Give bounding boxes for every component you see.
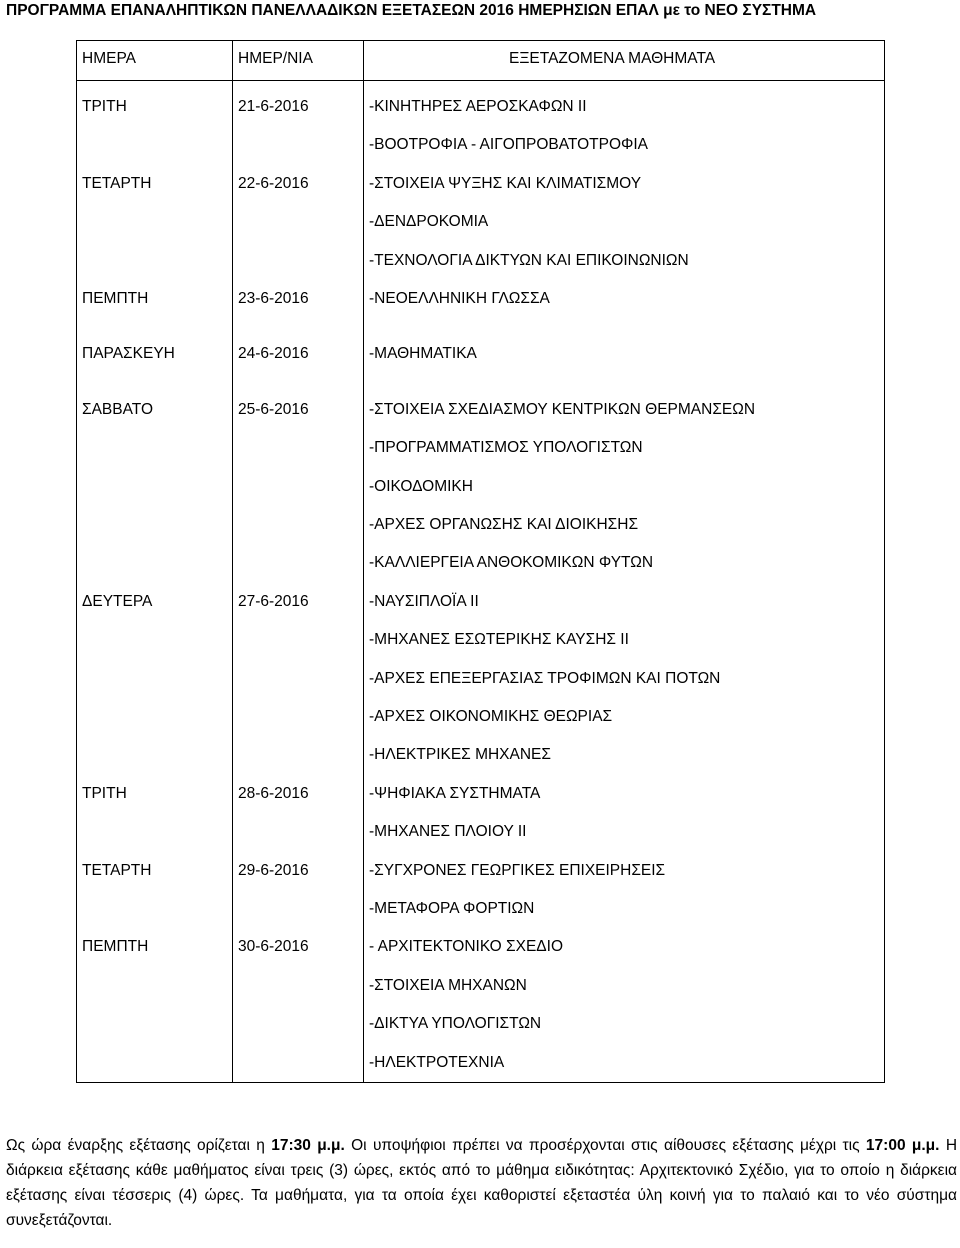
row-subject: -ΣΤΟΙΧΕΙΑ ΜΗΧΑΝΩΝ bbox=[369, 976, 527, 994]
row-day: ΤΕΤΑΡΤΗ bbox=[82, 174, 152, 192]
row-subject: -ΚΙΝΗΤΗΡΕΣ ΑΕΡΟΣΚΑΦΩΝ ΙΙ bbox=[369, 98, 587, 115]
start-time: 17:30 μ.μ. bbox=[271, 1137, 345, 1154]
row-subject: -ΟΙΚΟΔΟΜΙΚΗ bbox=[369, 477, 473, 495]
row-date: 23-6-2016 bbox=[238, 290, 309, 307]
row-day: ΠΕΜΠΤΗ bbox=[82, 290, 149, 307]
row-date: 29-6-2016 bbox=[238, 861, 309, 879]
column-divider bbox=[232, 40, 233, 1083]
column-divider bbox=[363, 40, 364, 1083]
note-text-1: Ως ώρα έναρξης εξέτασης ορίζεται η bbox=[6, 1137, 272, 1154]
page-title: ΠΡΟΓΡΑΜΜΑ ΕΠΑΝΑΛΗΠΤΙΚΩΝ ΠΑΝΕΛΛΑΔΙΚΩΝ ΕΞΕΤΑΣΕΩΝ 2016 ΗΜΕΡΗΣΙΩΝ ΕΠΑΛ με το ΝΕΟ ΣΥΣΤΗΜΑ bbox=[6, 2, 817, 19]
row-subject: -ΜΕΤΑΦΟΡΑ ΦΟΡΤΙΩΝ bbox=[369, 900, 535, 917]
row-subject: -ΜΗΧΑΝΕΣ ΕΣΩΤΕΡΙΚΗΣ ΚΑΥΣΗΣ ΙΙ bbox=[369, 631, 629, 649]
exam-notes bbox=[6, 1133, 957, 1233]
row-date: 22-6-2016 bbox=[238, 174, 309, 192]
row-subject: -ΜΑΘΗΜΑΤΙΚΑ bbox=[369, 345, 477, 363]
row-date: 28-6-2016 bbox=[238, 784, 309, 802]
row-subject: -ΨΗΦΙΑΚΑ ΣΥΣΤΗΜΑΤΑ bbox=[369, 784, 541, 802]
row-subject: -ΜΗΧΑΝΕΣ ΠΛΟΙΟΥ ΙΙ bbox=[369, 823, 527, 841]
row-subject: -ΔΕΝΔΡΟΚΟΜΙΑ bbox=[369, 213, 489, 231]
row-day: ΔΕΥΤΕΡΑ bbox=[82, 592, 153, 610]
arrival-time: 17:00 μ.μ. bbox=[865, 1137, 940, 1154]
note-text-3: Η διάρκεια εξέτασης κάθε μαθήματος είναι τρεις (3) ώρες, εκτός από το μάθημα ειδικότητας: Αρχιτεκτονικό Σχέδιο, για το οποίο η διάρκεια εξέτασης είναι τέσσερις (4) ώρες. Τα μαθήματα, για τα οποία έχει καθοριστεί εξεταστέα ύλη κοινή για το παλαιό και το νέο σύστημα συνεξετάζονται. bbox=[6, 1137, 958, 1229]
header-day: ΗΜΕΡΑ bbox=[82, 50, 136, 67]
row-subject: -ΑΡΧΕΣ ΟΡΓΑΝΩΣΗΣ ΚΑΙ ΔΙΟΙΚΗΣΗΣ bbox=[369, 516, 639, 533]
row-day: ΤΡΙΤΗ bbox=[82, 784, 127, 802]
row-subject: -ΝΑΥΣΙΠΛΟΪΑ ΙΙ bbox=[369, 592, 479, 610]
row-day: ΣΑΒΒΑΤΟ bbox=[82, 400, 154, 418]
row-date: 24-6-2016 bbox=[238, 345, 309, 363]
note-text-2: Οι υποψήφιοι πρέπει να προσέρχονται στις αίθουσες εξέτασης μέχρι τις bbox=[344, 1137, 866, 1154]
row-day: ΠΕΜΠΤΗ bbox=[82, 938, 149, 956]
row-subject: -ΒΟΟΤΡΟΦΙΑ - ΑΙΓΟΠΡΟΒΑΤΟΤΡΟΦΙΑ bbox=[369, 136, 649, 154]
header-divider bbox=[76, 80, 885, 81]
row-date: 25-6-2016 bbox=[238, 400, 309, 418]
row-date: 27-6-2016 bbox=[238, 592, 309, 610]
row-subject: - ΑΡΧΙΤΕΚΤΟΝΙΚΟ ΣΧΕΔΙΟ bbox=[369, 938, 564, 956]
row-day: ΤΡΙΤΗ bbox=[82, 98, 127, 115]
row-subject: -ΣΤΟΙΧΕΙΑ ΣΧΕΔΙΑΣΜΟΥ ΚΕΝΤΡΙΚΩΝ ΘΕΡΜΑΝΣΕΩΝ bbox=[369, 400, 756, 418]
row-day: ΠΑΡΑΣΚΕΥΗ bbox=[82, 345, 175, 363]
row-subject: -ΠΡΟΓΡΑΜΜΑΤΙΣΜΟΣ ΥΠΟΛΟΓΙΣΤΩΝ bbox=[369, 439, 643, 457]
row-subject: -ΝΕΟΕΛΛΗΝΙΚΗ ΓΛΩΣΣΑ bbox=[369, 290, 550, 307]
exam-notes-paragraph bbox=[6, 1133, 957, 1233]
row-subject: -ΑΡΧΕΣ ΕΠΕΞΕΡΓΑΣΙΑΣ ΤΡΟΦΙΜΩΝ ΚΑΙ ΠΟΤΩΝ bbox=[369, 669, 721, 687]
schedule-table bbox=[76, 40, 885, 1083]
row-date: 30-6-2016 bbox=[238, 938, 309, 956]
row-subject: -ΣΥΓΧΡΟΝΕΣ ΓΕΩΡΓΙΚΕΣ ΕΠΙΧΕΙΡΗΣΕΙΣ bbox=[369, 861, 666, 879]
row-date: 21-6-2016 bbox=[238, 98, 309, 115]
header-date: ΗΜΕΡ/ΝΙΑ bbox=[238, 50, 313, 67]
row-subject: -ΣΤΟΙΧΕΙΑ ΨΥΞΗΣ ΚΑΙ ΚΛΙΜΑΤΙΣΜΟΥ bbox=[369, 174, 642, 192]
header-subjects: ΕΞΕΤΑΖΟΜΕΝΑ ΜΑΘΗΜΑΤΑ bbox=[509, 50, 716, 67]
row-subject: -ΔΙΚΤΥΑ ΥΠΟΛΟΓΙΣΤΩΝ bbox=[369, 1015, 542, 1033]
row-subject: -ΚΑΛΛΙΕΡΓΕΙΑ ΑΝΘΟΚΟΜΙΚΩΝ ΦΥΤΩΝ bbox=[369, 554, 654, 572]
row-day: ΤΕΤΑΡΤΗ bbox=[82, 861, 152, 879]
row-subject: -ΤΕΧΝΟΛΟΓΙΑ ΔΙΚΤΥΩΝ ΚΑΙ ΕΠΙΚΟΙΝΩΝΙΩΝ bbox=[369, 251, 689, 269]
row-subject: -ΗΛΕΚΤΡΟΤΕΧΝΙΑ bbox=[369, 1053, 505, 1071]
row-subject: -ΗΛΕΚΤΡΙΚΕΣ ΜΗΧΑΝΕΣ bbox=[369, 746, 551, 764]
row-subject: -ΑΡΧΕΣ ΟΙΚΟΝΟΜΙΚΗΣ ΘΕΩΡΙΑΣ bbox=[369, 708, 613, 725]
